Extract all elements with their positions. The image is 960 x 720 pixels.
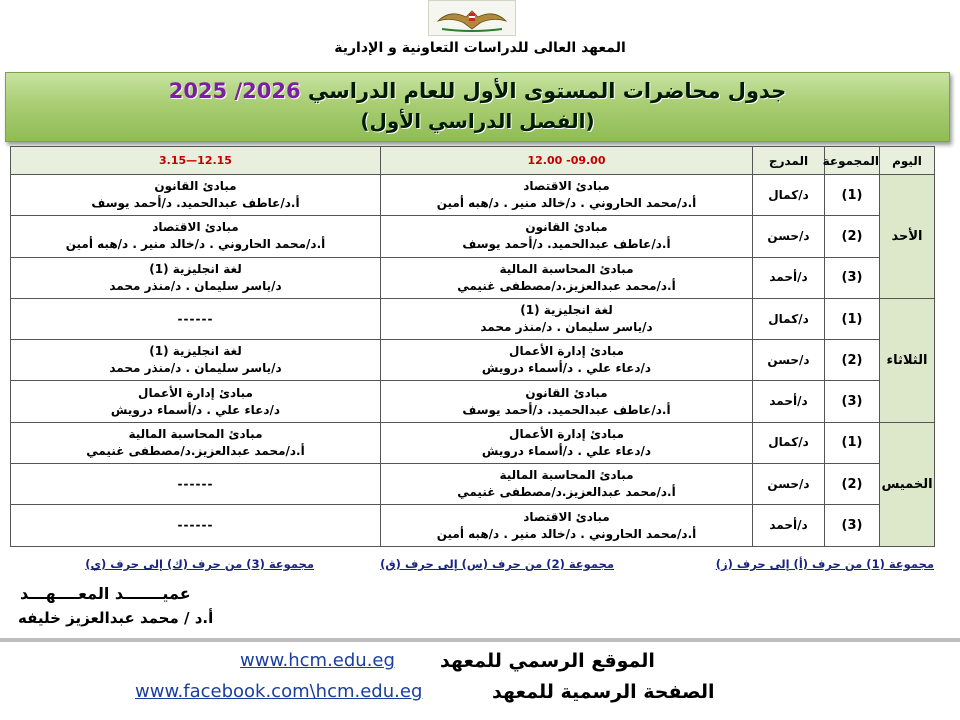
header-hall: المدرج bbox=[753, 147, 825, 175]
facebook-page-link[interactable]: www.facebook.com\hcm.edu.eg bbox=[135, 681, 423, 702]
header-group: المجموعة bbox=[825, 147, 880, 175]
course-name: مبادئ القانون bbox=[525, 220, 608, 235]
course-name: لغة انجليزية (1) bbox=[149, 344, 242, 359]
day-cell: الخميس bbox=[880, 422, 935, 546]
hall-cell: د/أحمد bbox=[753, 257, 825, 298]
course-name: مبادئ الاقتصاد bbox=[523, 509, 610, 524]
group-cell: (3) bbox=[825, 381, 880, 422]
hall-cell: د/كمال bbox=[753, 298, 825, 339]
empty-slot-cell: ------ bbox=[11, 505, 381, 546]
course-name: مبادئ القانون bbox=[525, 385, 608, 400]
dean-title: عميـــــــد المعــــهـــد bbox=[20, 584, 191, 603]
instructors: د/ياسر سليمان . د/منذر محمد bbox=[480, 320, 653, 335]
instructors: د/دعاء علي . د/أسماء درويش bbox=[481, 361, 652, 376]
instructors: أ.د/عاطف عبدالحميد. د/أحمد يوسف bbox=[462, 237, 671, 252]
header-day: اليوم bbox=[880, 147, 935, 175]
table-row bbox=[11, 257, 935, 298]
lecture-cell bbox=[381, 298, 753, 339]
hall-cell: د/حسن bbox=[753, 340, 825, 381]
table-row bbox=[11, 505, 935, 546]
schedule-table bbox=[10, 146, 935, 547]
lecture-cell bbox=[381, 381, 753, 422]
instructors: د/دعاء علي . د/أسماء درويش bbox=[481, 443, 652, 458]
facebook-page-label: الصفحة الرسمية للمعهد bbox=[492, 681, 715, 703]
group-cell: (3) bbox=[825, 257, 880, 298]
table-row bbox=[11, 298, 935, 339]
header-slot-1: 12.00 -09.00 bbox=[381, 147, 753, 175]
instructors: أ.د/محمد الحاروني . د/خالد منير . د/هبه أمين bbox=[436, 196, 697, 211]
instructors: أ.د/عاطف عبدالحميد. د/أحمد يوسف bbox=[91, 196, 300, 211]
schedule-title bbox=[6, 79, 949, 103]
table-row bbox=[11, 381, 935, 422]
groups-note bbox=[12, 557, 934, 577]
lecture-cell bbox=[11, 257, 381, 298]
hall-cell: د/حسن bbox=[753, 464, 825, 505]
instructors: د/دعاء علي . د/أسماء درويش bbox=[110, 402, 281, 417]
course-name: مبادئ إدارة الأعمال bbox=[138, 385, 253, 400]
group-cell: (2) bbox=[825, 216, 880, 257]
course-name: مبادئ المحاسبة المالية bbox=[499, 261, 634, 276]
course-name: لغة انجليزية (1) bbox=[520, 303, 613, 318]
header-slot-2: 3.15—12.15 bbox=[11, 147, 381, 175]
group-1-range: مجموعة (1) من حرف (أ) إلى حرف (ز) bbox=[715, 557, 934, 571]
group-cell: (1) bbox=[825, 298, 880, 339]
course-name: لغة انجليزية (1) bbox=[149, 261, 242, 276]
instructors: أ.د/محمد عبدالعزيز.د/مصطفى غنيمي bbox=[457, 278, 676, 293]
lecture-cell bbox=[11, 175, 381, 216]
footer-divider bbox=[0, 638, 960, 642]
lecture-cell bbox=[381, 257, 753, 298]
title-banner bbox=[5, 72, 950, 142]
day-cell: الثلاثاء bbox=[880, 298, 935, 422]
table-row bbox=[11, 216, 935, 257]
hall-cell: د/أحمد bbox=[753, 381, 825, 422]
hall-cell: د/حسن bbox=[753, 216, 825, 257]
eagle-emblem-icon bbox=[432, 3, 512, 33]
hall-cell: د/كمال bbox=[753, 175, 825, 216]
lecture-cell bbox=[381, 422, 753, 463]
empty-slot-cell: ------ bbox=[11, 298, 381, 339]
lecture-cell bbox=[11, 381, 381, 422]
course-name: مبادئ الاقتصاد bbox=[523, 179, 610, 194]
institute-name: المعهد العالى للدراسات التعاونية و الإدارية bbox=[334, 40, 626, 56]
course-name: مبادئ الاقتصاد bbox=[152, 220, 239, 235]
group-3-range: مجموعة (3) من حرف (ك) إلى حرف (ي) bbox=[85, 557, 314, 571]
course-name: مبادئ القانون bbox=[154, 179, 237, 194]
table-row bbox=[11, 422, 935, 463]
instructors: أ.د/محمد عبدالعزيز.د/مصطفى غنيمي bbox=[457, 485, 676, 500]
group-cell: (2) bbox=[825, 464, 880, 505]
header-row bbox=[11, 147, 935, 175]
lecture-cell bbox=[381, 175, 753, 216]
course-name: مبادئ المحاسبة المالية bbox=[499, 468, 634, 483]
table-row bbox=[11, 175, 935, 216]
course-name: مبادئ إدارة الأعمال bbox=[509, 344, 624, 359]
hall-cell: د/أحمد bbox=[753, 505, 825, 546]
title-text: جدول محاضرات المستوى الأول للعام الدراسي bbox=[307, 79, 787, 103]
course-name: مبادئ إدارة الأعمال bbox=[509, 426, 624, 441]
instructors: أ.د/محمد الحاروني . د/خالد منير . د/هبه أمين bbox=[65, 237, 326, 252]
instructors: أ.د/عاطف عبدالحميد. د/أحمد يوسف bbox=[462, 402, 671, 417]
group-cell: (2) bbox=[825, 340, 880, 381]
course-name: مبادئ المحاسبة المالية bbox=[128, 426, 263, 441]
instructors: د/ياسر سليمان . د/منذر محمد bbox=[109, 278, 282, 293]
lecture-cell bbox=[381, 216, 753, 257]
group-cell: (1) bbox=[825, 175, 880, 216]
day-cell: الأحد bbox=[880, 175, 935, 299]
instructors: أ.د/محمد عبدالعزيز.د/مصطفى غنيمي bbox=[86, 443, 305, 458]
lecture-cell bbox=[11, 340, 381, 381]
instructors: د/ياسر سليمان . د/منذر محمد bbox=[109, 361, 282, 376]
dean-name: أ.د / محمد عبدالعزيز خليفه bbox=[18, 609, 214, 627]
instructors: أ.د/محمد الحاروني . د/خالد منير . د/هبه أمين bbox=[436, 526, 697, 541]
lecture-cell bbox=[11, 216, 381, 257]
institute-logo bbox=[428, 0, 516, 36]
lecture-cell bbox=[11, 422, 381, 463]
official-site-label: الموقع الرسمي للمعهد bbox=[440, 650, 655, 672]
group-cell: (3) bbox=[825, 505, 880, 546]
official-site-link[interactable]: www.hcm.edu.eg bbox=[240, 650, 395, 671]
empty-slot-cell: ------ bbox=[11, 464, 381, 505]
lecture-cell bbox=[381, 340, 753, 381]
table-row bbox=[11, 340, 935, 381]
academic-year: 2025 /2026 bbox=[168, 79, 301, 103]
semester-subtitle: (الفصل الدراسي الأول) bbox=[360, 109, 595, 133]
hall-cell: د/كمال bbox=[753, 422, 825, 463]
table-row bbox=[11, 464, 935, 505]
lecture-cell bbox=[381, 505, 753, 546]
group-2-range: مجموعة (2) من حرف (س) إلى حرف (ق) bbox=[380, 557, 614, 571]
lecture-cell bbox=[381, 464, 753, 505]
group-cell: (1) bbox=[825, 422, 880, 463]
